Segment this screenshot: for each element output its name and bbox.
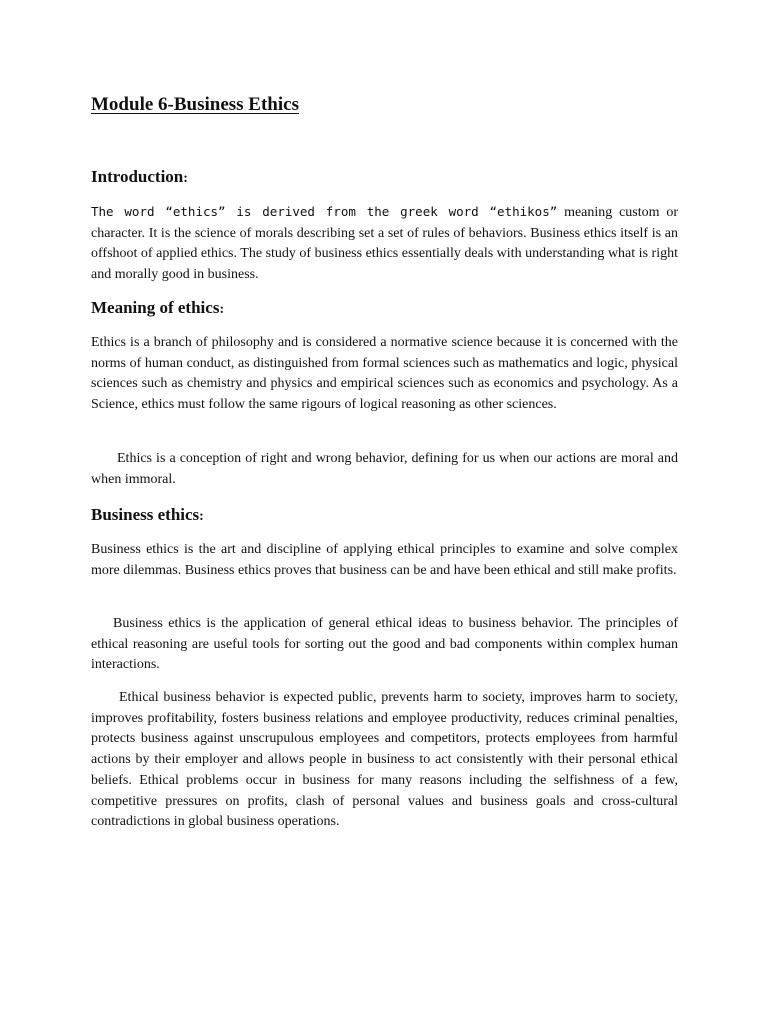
business-ethics-paragraph-2: Business ethics is the application of general ethical ideas to business behavior. The principles of ethical reasoning are useful tools for sorting out the good and bad components within complex human interactions. xyxy=(91,616,678,673)
section-heading-text: Business ethics xyxy=(91,505,200,524)
section-heading-text: Introduction xyxy=(91,167,184,186)
section-heading-introduction xyxy=(91,166,188,190)
business-ethics-paragraph-3: Ethical business behavior is expected public, prevents harm to society, improves harm to society, improves profitability, fosters business relations and employee productivity, reduces criminal penalties, protects business against unscrupulous employees and competitors, protects employees from harmful actions by their employer and allows people in business to act consistently with their personal ethical beliefs. Ethical problems occur in business for many reasons including the selfishness of a few, competitive pressures on profits, clash of personal values and business goals and cross-cultural contradictions in global business operations. xyxy=(91,690,678,830)
introduction-paragraph xyxy=(91,202,678,286)
paragraph-lead-text: The word “ethics” is derived from the greek word “ethikos” xyxy=(91,204,558,219)
meaning-paragraph-1: Ethics is a branch of philosophy and is considered a normative science because it is concerned with the norms of human conduct, as distinguished from formal sciences such as mathematics and logic, physical sciences such as chemistry and physics and empirical sciences such as economics and psychology. As a Science, ethics must follow the same rigours of logical reasoning as other sciences. xyxy=(91,335,678,413)
section-heading-meaning-of-ethics xyxy=(91,297,224,321)
meaning-paragraph-2: Ethics is a conception of right and wrong behavior, defining for us when our actions are moral and when immoral. xyxy=(91,451,678,487)
section-heading-colon: : xyxy=(219,302,225,317)
paragraph-text: meaning custom or character. It is the science of morals describing set a set of rules of behaviors. Business ethics itself is an offshoot of applied ethics. The study of business ethics essentially deals with understanding what is right and morally good in business. xyxy=(91,205,678,283)
section-heading-colon: : xyxy=(183,171,188,186)
section-heading-business-ethics xyxy=(91,504,204,528)
business-ethics-paragraph-1: Business ethics is the art and discipline of applying ethical principles to examine and solve complex more dilemmas. Business ethics proves that business can be and have been ethical and still make profits. xyxy=(91,542,678,578)
section-heading-text: Meaning of ethics xyxy=(91,298,220,317)
section-heading-colon: : xyxy=(199,509,204,524)
page-title: Module 6-Business Ethics xyxy=(91,94,299,115)
